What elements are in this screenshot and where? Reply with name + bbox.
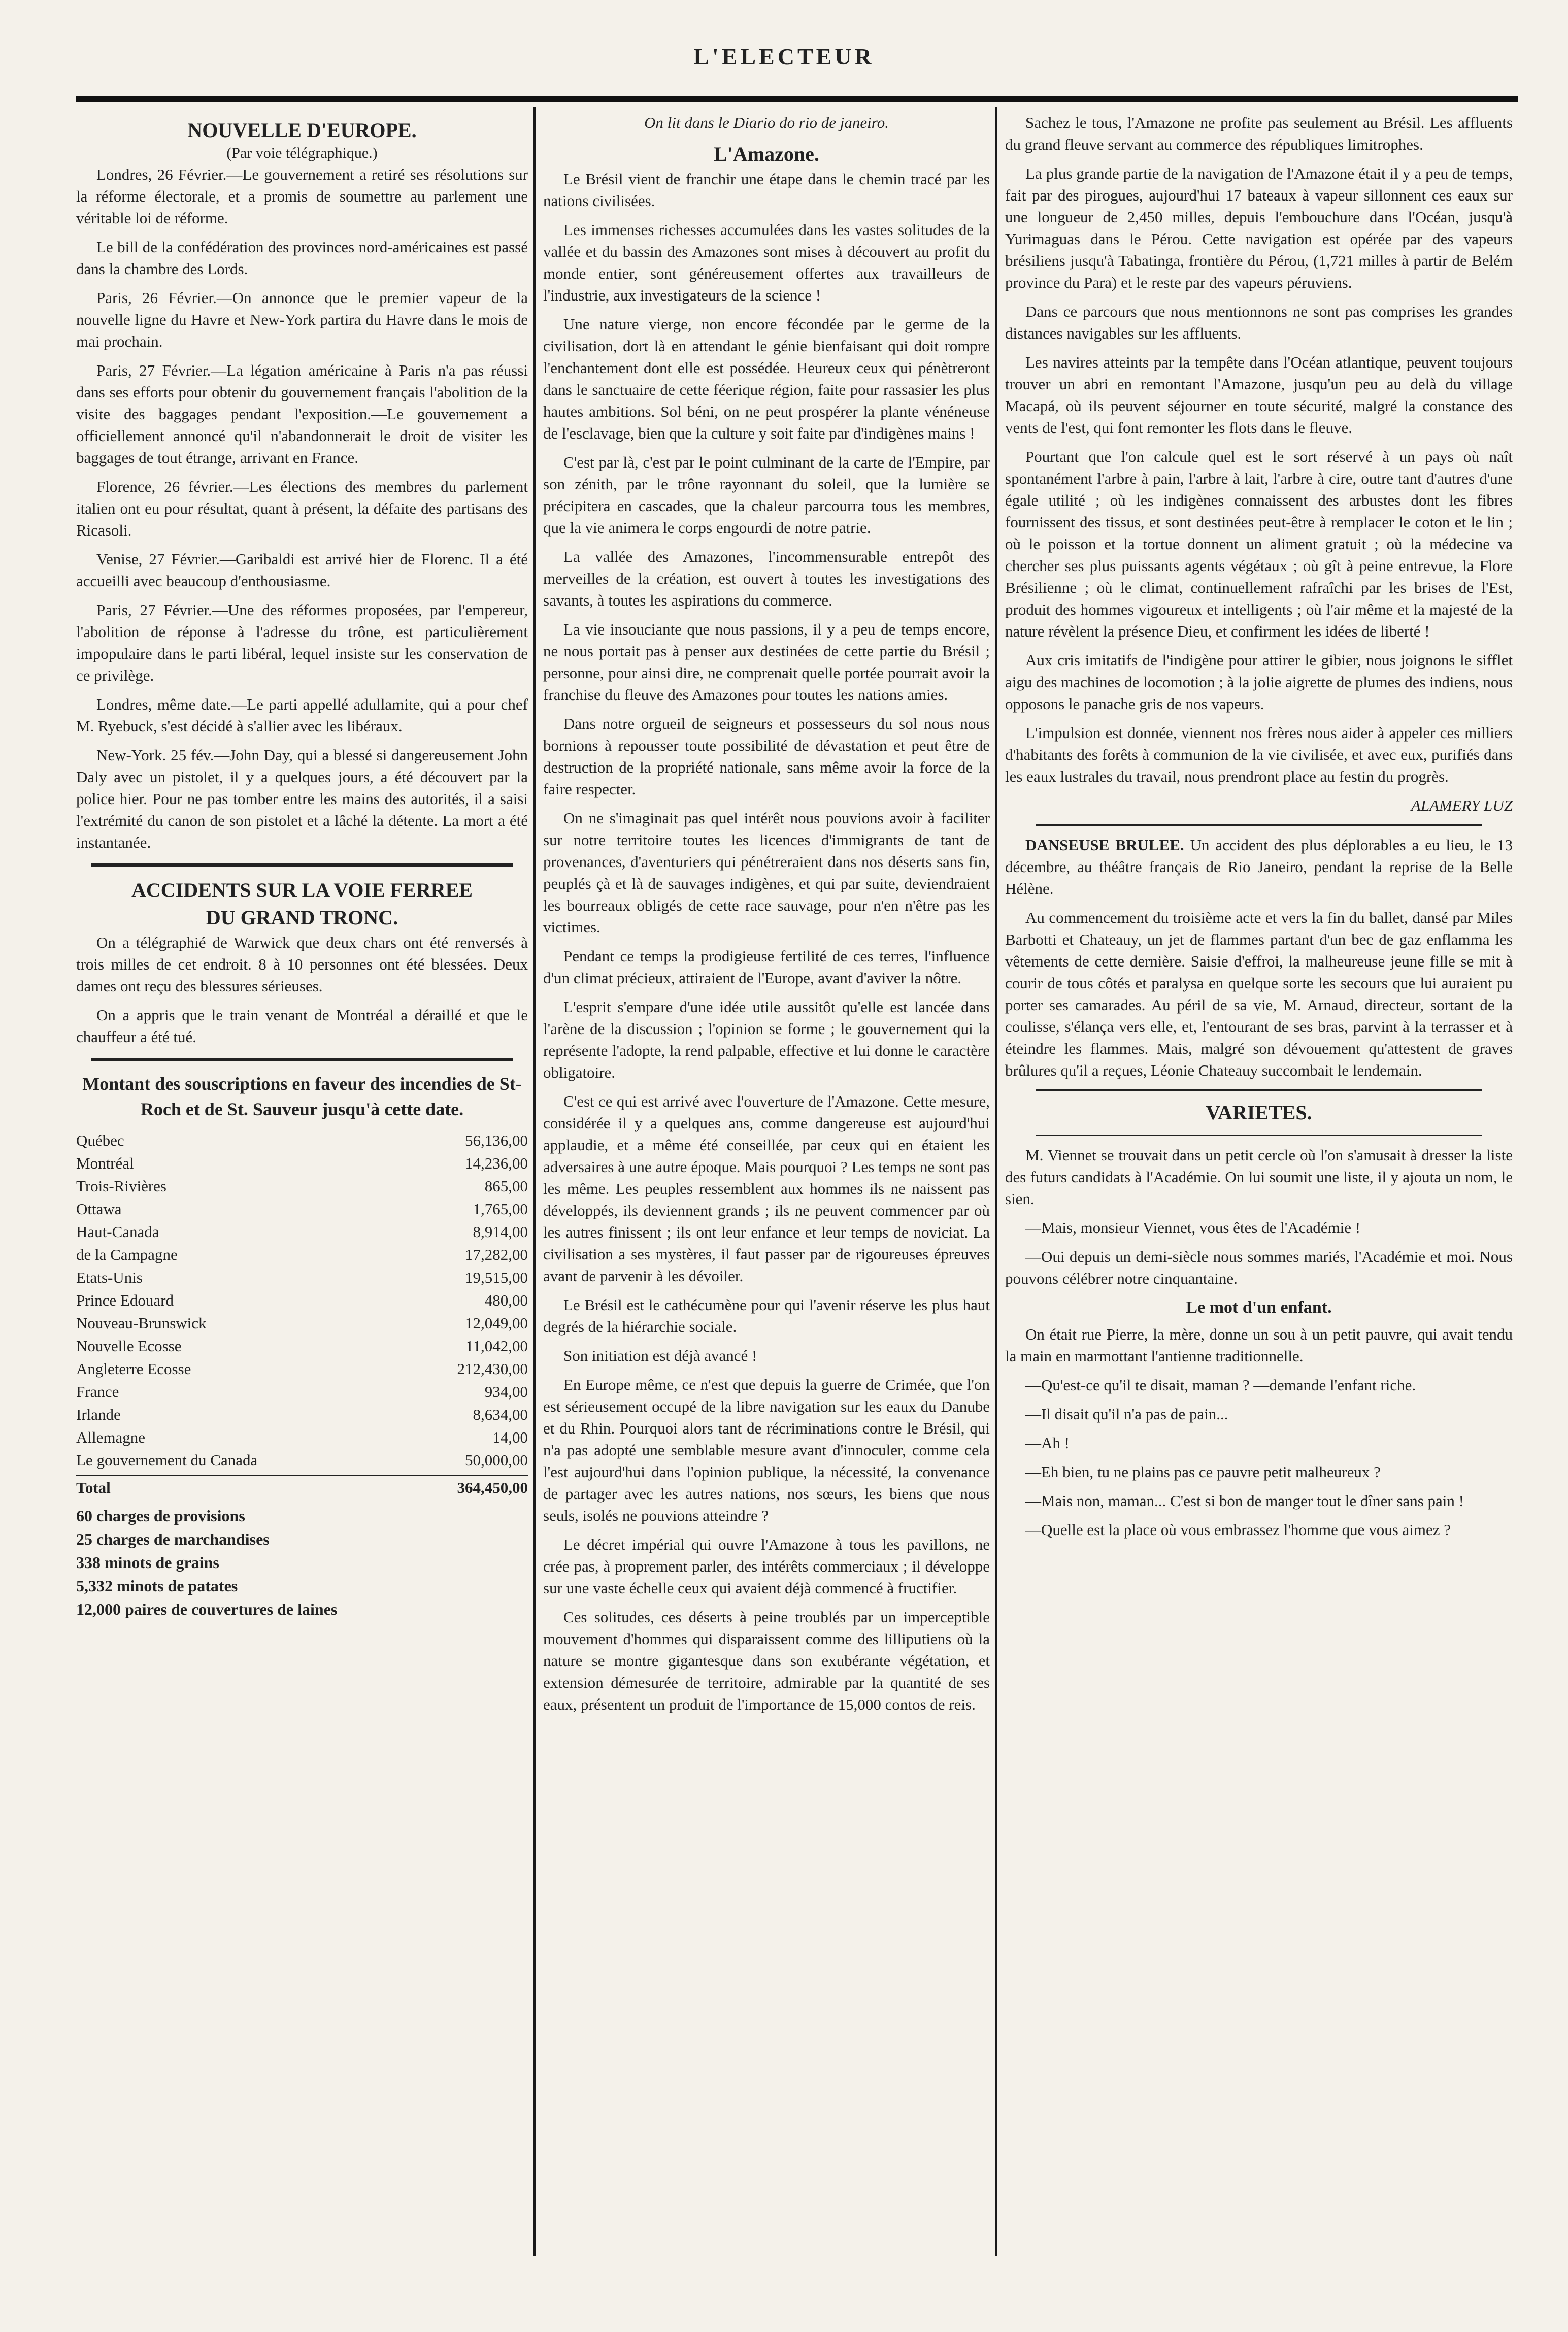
column-2 [543, 112, 990, 2256]
subscription-row [76, 1266, 528, 1289]
column-divider [533, 107, 536, 2256]
paragraph: Ces solitudes, ces déserts à peine troublés par un imperceptible mouvement d'hommes qui disparaissent comme des lilliputiens où la nature se montre gigantesque dans son exubérante végétation, et extension démesurée de territoire, admirable par la quantité de ses eaux, présentent un produit de l'importance de 15,000 contos de reis. [543, 1608, 990, 1713]
paragraph: Pendant ce temps la prodigieuse fertilité de ces terres, l'influence d'un climat précieux, attiraient de l'Europe, avant d'aviver la nôtre. [543, 947, 990, 987]
paragraph: Dans ce parcours que nous mentionnons ne sont pas comprises les grandes distances navigables sur les affluents. [1005, 303, 1513, 342]
paragraph: Une nature vierge, non encore fécondée par le germe de la civilisation, dort là en attendant le génie bienfaisant qui doit rompre l'enchantement dont elle est possédée. Heureux ceux qui pénètreront dans le sanctuaire de cette féerique région, faite pour rassasier les plus hautes ambitions. Sol béni, on ne peut prospérer la plante vénéneuse de l'esclavage, bien que la culture y soit faite par d'indigènes mains ! [543, 315, 990, 442]
paragraph: C'est ce qui est arrivé avec l'ouverture de l'Amazone. Cette mesure, considérée il y a quelques ans, comme dangereuse est aujourd'hui applaudie, et a même été conseillée, par ceux qui en étaient les adversaires à une autre époque. Mais pourquoi ? Les temps ne sont pas les même. Les peuples ressemblent aux hommes ils ne naissent pas développés, ils deviennent grands ; ils ne peuvent commencer par où les autres finissent ; ils ont leur enfance et leur temps de noviciat. La civilisation a ses mystères, il faut passer par de rigoureuses épreuves avant de parvenir à les dévoiler. [543, 1092, 990, 1285]
subscription-place: Ottawa [76, 1200, 122, 1218]
subscription-amount: 50,000,00 [465, 1451, 528, 1469]
subscription-amount: 1,765,00 [473, 1200, 528, 1218]
section-title-europe: NOUVELLE D'EUROPE. [187, 119, 417, 142]
subscription-amount: 19,515,00 [465, 1269, 528, 1286]
subscription-row [76, 1152, 528, 1175]
paragraph: C'est par là, c'est par le point culminant de la carte de l'Empire, par son zénith, par le trône rayonnant du soleil, que la lumière se précipitera en cascades, que la chaleur parcourra tous les membres, que la vie animera le corps engourdi de notre patrie. [543, 453, 990, 537]
subscription-row [76, 1357, 528, 1380]
subscription-place: Nouveau-Brunswick [76, 1314, 207, 1332]
column-3 [1005, 112, 1513, 2256]
section-title-varietes: VARIETES. [1206, 1101, 1312, 1124]
paragraph: On a télégraphié de Warwick que deux chars ont été renversés à trois milles de cet endroit. 8 à 10 personnes ont été blessées. Deux dames ont reçu des blessures sérieuses. [76, 934, 528, 995]
paragraph: L'esprit s'empare d'une idée utile aussitôt qu'elle est lancée dans l'arène de la discussion ; l'opinion se forme ; le gouvernement qui la représente l'adopte, la rend palpable, effective et lui donne le caractère obligatoire. [543, 998, 990, 1081]
masthead: L'ELECTEUR [693, 44, 875, 70]
intro-line: On lit dans le Diario do rio de janeiro. [644, 114, 889, 131]
subscription-place: Nouvelle Ecosse [76, 1337, 182, 1355]
paragraph: Pourtant que l'on calcule quel est le sort réservé à un pays où naît spontanément l'arbre à pain, l'arbre à lait, l'arbre à cire, outre tant d'autres d'une égale utilité ; où les indigènes connaissent des arbustes dont les fibres fournissent des tissus, et sont destinées peut-être à remplacer le coton et le lin ; où le poisson et la tortue donnent un aliment gratuit ; où la médecine va chercher ses plus puissants agents végétaux ; où gît à peine entrevue, la Flore Brésilienne ; où le climat, continuellement rafraîchi par les brises de l'Est, produit des hommes vigoureux et intelligents ; où l'air même et la majesté de la nature révèlent la présence Dieu, et confirment les idées de liberté ! [1005, 448, 1513, 640]
paragraph: —Ah ! [1025, 1434, 1070, 1452]
danseuse-second: Au commencement du troisième acte et vers la fin du ballet, dansé par Miles Barbotti et Chateauy, un jet de flammes partant d'un bec de gaz enflamma les vêtements de cette dernière. Saisie d'effroi, la malheureuse jeune fille se mit à courir de tous côtés et paralysa en quelque sorte les secours que lui auraient pu porter ses camarades. Au péril de sa vie, M. Arnaud, directeur, sortant de la coulisse, s'élança vers elle, et, l'entourant de ses bras, parvint à la terrasser et à éteindre les flammes. Mais, malgré son dévouement qu'attestent de graves brûlures qu'il a reçues, Léonie Chateauy succombait le lendemain. [1005, 909, 1513, 1079]
paragraph: Les immenses richesses accumulées dans les vastes solitudes de la vallée et du bassin des Amazones sont mises à découvert au profit du monde entier, sont généreusement offertes aux travailleurs de l'industrie, aux investigateurs de la science ! [543, 221, 990, 304]
section-title-accidents: ACCIDENTS SUR LA VOIE FERREE [131, 879, 473, 902]
subscription-place: Irlande [76, 1406, 121, 1423]
subscription-amount: 8,914,00 [473, 1223, 528, 1241]
subscription-row [76, 1243, 528, 1266]
top-rule [76, 96, 1518, 102]
separator [1036, 1135, 1482, 1136]
enfant-head: Le mot d'un enfant. [1186, 1298, 1332, 1317]
paragraph: Son initiation est déjà avancé ! [563, 1347, 757, 1364]
subscription-amount: 14,236,00 [465, 1154, 528, 1172]
amazone-paragraphs [543, 168, 990, 1715]
subscription-amount: 8,634,00 [473, 1406, 528, 1423]
column-1 [76, 112, 528, 2256]
paragraph: Paris, 27 Février.—La légation américaine à Paris n'a pas réussi dans ses efforts pour obtenir du gouvernement français l'abolition de la visite des baggages pendant l'exposition.—Le gouvernement a officiellement annoncé qu'il n'abandonnerait le droit de visiter les baggages de tout étrange, arrivant en France. [76, 361, 528, 467]
paragraph: —Oui depuis un demi-siècle nous sommes mariés, l'Académie et moi. Nous pouvons célébrer notre cinquantaine. [1005, 1248, 1513, 1287]
paragraph: Londres, 26 Février.—Le gouvernement a retiré ses résolutions sur la réforme électorale, et a promis de soumettre au parlement une véritable loi de réforme. [76, 165, 528, 227]
subscription-amount: 865,00 [484, 1177, 528, 1195]
subscription-place: Prince Edouard [76, 1291, 174, 1309]
subscription-place: Montréal [76, 1154, 134, 1172]
subscription-place: Allemagne [76, 1428, 146, 1446]
paragraph: —Quelle est la place où vous embrassez l'homme que vous aimez ? [1025, 1521, 1451, 1539]
paragraph: —Qu'est-ce qu'il te disait, maman ? —demande l'enfant riche. [1025, 1376, 1416, 1394]
paragraph: —Il disait qu'il n'a pas de pain... [1025, 1405, 1228, 1423]
paragraph: M. Viennet se trouvait dans un petit cercle où l'on s'amusait à dresser la liste des futurs candidats à l'Académie. On lui soumit une liste, il y ajouta un nom, le sien. [1005, 1146, 1513, 1208]
donation-item: 25 charges de marchandises [76, 1530, 270, 1548]
subscription-place: Le gouvernement du Canada [76, 1451, 258, 1469]
column-divider [995, 107, 997, 2256]
danseuse-first [1005, 834, 1513, 900]
paragraph: On était rue Pierre, la mère, donne un sou à un petit pauvre, qui avait tendu la main en marmottant l'antienne traditionnelle. [1005, 1325, 1513, 1365]
varietes-paragraphs [1005, 1144, 1513, 1289]
danseuse-text: Un accident des plus déplorables a eu lieu, le 13 décembre, au théâtre français de Rio Janeiro, pendant la reprise de la Belle Hélène. [1005, 836, 1513, 897]
subscription-row [76, 1312, 528, 1335]
subscription-place: Haut-Canada [76, 1223, 159, 1241]
paragraph: La vie insouciante que nous passions, il y a peu de temps encore, ne nous portait pas à penser aux destinées de cette partie du Brésil ; personne, pour ainsi dire, ne comprenait quelle portée pourrait avoir la franchise du fleuve des Amazones pour toutes les nations amies. [543, 620, 990, 704]
subscription-row [76, 1129, 528, 1152]
subscription-amount: 11,042,00 [465, 1337, 528, 1355]
donation-item: 12,000 paires de couvertures de laines [76, 1600, 338, 1618]
paragraph: —Mais, monsieur Viennet, vous êtes de l'Académie ! [1025, 1219, 1361, 1237]
amazone-continued-paragraphs [1005, 112, 1513, 787]
subscription-row [76, 1289, 528, 1312]
paragraph: Sachez le tous, l'Amazone ne profite pas seulement au Brésil. Les affluents du grand fleuve servant au commerce des républiques limitrophes. [1005, 114, 1513, 153]
subscriptions-list [76, 1129, 528, 1472]
subscriptions-total [76, 1475, 528, 1499]
subscription-row [76, 1197, 528, 1220]
accident-paragraphs [76, 931, 528, 1048]
paragraph: Le bill de la confédération des provinces nord-américaines est passé dans la chambre des Lords. [76, 238, 528, 278]
subscription-amount: 212,430,00 [457, 1360, 528, 1378]
paragraph: Le décret impérial qui ouvre l'Amazone à tous les pavillons, ne crée pas, à proprement parler, des intérêts commerciaux ; il développe sur une vaste échelle ceux qui avaient déjà commencé à fructifier. [543, 1536, 990, 1597]
separator [1036, 824, 1482, 826]
subscription-row [76, 1449, 528, 1472]
separator [1036, 1089, 1482, 1091]
paragraph: Paris, 27 Février.—Une des réformes proposées, par l'empereur, l'abolition de réponse à l'adresse du trône, est particulièrement impopulaire dans le parti libéral, lequel insiste sur les conservation de ce privilège. [76, 601, 528, 684]
subscription-amount: 17,282,00 [465, 1246, 528, 1263]
donations-list [76, 1504, 528, 1621]
paragraph: Florence, 26 février.—Les élections des membres du parlement italien ont eu pour résultat, quant à présent, la défaite des partisans des Ricasoli. [76, 478, 528, 539]
paragraph: En Europe même, ce n'est que depuis la guerre de Crimée, que l'on est sérieusement occupé de la libre navigation sur les eaux du Danube et du Rhin. Pourquoi alors tant de récriminations contre le Brésil, qui n'a pas adopté une semblable mesure avant d'innoculer, comme cela l'est aujourd'hui dans l'opinion publique, la nécessité, la convenance de partager avec les autres nations, nos sœurs, les biens que nous seuls, isolés ne pouvions atteindre ? [543, 1376, 990, 1524]
subscriptions-title: Montant des souscriptions en faveur des incendies de St-Roch et de St. Sauveur jusqu'à cette date. [82, 1074, 522, 1119]
subscription-amount: 14,00 [492, 1428, 528, 1446]
subscription-place: France [76, 1383, 119, 1401]
donation-item: 338 minots de grains [76, 1553, 219, 1572]
subscription-place: Québec [76, 1131, 124, 1149]
subscription-place: Trois-Rivières [76, 1177, 166, 1195]
paragraph: Les navires atteints par la tempête dans l'Océan atlantique, peuvent toujours trouver un abri en remontant l'Amazone, jusqu'un peu au delà du village Macapá, où ils peuvent séjourner en toute sécurité, malgré la constance des vents de l'est, qui font remonter les flots dans le fleuve. [1005, 353, 1513, 437]
separator [91, 1058, 513, 1061]
subscription-row [76, 1380, 528, 1403]
total-label: Total [76, 1479, 111, 1496]
separator [91, 863, 513, 867]
enfant-paragraphs [1005, 1323, 1513, 1541]
subscription-row [76, 1175, 528, 1197]
donation-item: 5,332 minots de patates [76, 1577, 238, 1595]
subscription-row [76, 1220, 528, 1243]
subscription-amount: 934,00 [484, 1383, 528, 1401]
paragraph: Venise, 27 Février.—Garibaldi est arrivé hier de Florenc. Il a été accueilli avec beaucoup d'enthousiasme. [76, 550, 528, 590]
paragraph: Paris, 26 Février.—On annonce que le premier vapeur de la nouvelle ligne du Havre et New-York partira du Havre dans le mois de mai prochain. [76, 289, 528, 350]
subscription-amount: 12,049,00 [465, 1314, 528, 1332]
subscription-row [76, 1403, 528, 1426]
paragraph: La vallée des Amazones, l'incommensurable entrepôt des merveilles de la création, est ouvert à toutes les investigations des savants, à toutes les aspirations du commerce. [543, 548, 990, 609]
donation-item: 60 charges de provisions [76, 1507, 245, 1525]
subscription-place: de la Campagne [76, 1246, 178, 1263]
subscription-row [76, 1335, 528, 1357]
subscription-place: Angleterre Ecosse [76, 1360, 191, 1378]
paragraph: —Mais non, maman... C'est si bon de manger tout le dîner sans pain ! [1025, 1492, 1464, 1510]
subscription-amount: 56,136,00 [465, 1131, 528, 1149]
section-title-amazone: L'Amazone. [714, 143, 819, 165]
paragraph: L'impulsion est donnée, viennent nos frères nous aider à appeler ces milliers d'habitants des forêts à communion de la vie civilisée, et avec eux, purifiés dans les eaux lustrales du travail, nous prendront place au festin du progrès. [1005, 724, 1513, 785]
subscription-row [76, 1426, 528, 1449]
paragraph: Dans notre orgueil de seigneurs et possesseurs du sol nous nous bornions à repousser toute possibilité de dévastation et peut être de destruction de la propriété nationale, sans même avoir la force de la faire respecter. [543, 715, 990, 798]
paragraph: Londres, même date.—Le parti appellé adullamite, qui a pour chef M. Ryebuck, s'est décidé à s'allier avec les libéraux. [76, 695, 528, 735]
paragraph: —Eh bien, tu ne plains pas ce pauvre petit malheureux ? [1025, 1463, 1381, 1481]
section-title-accidents-2: DU GRAND TRONC. [206, 906, 398, 929]
paragraph: New-York. 25 fév.—John Day, qui a blessé si dangereusement John Daly avec un pistolet, il y a quelques jours, a été découvert par la police hier. Pour ne pas tomber entre les mains des autorités, il a saisi l'extrémité du canon de son pistolet et a lâché la détente. La mort a été instantanée. [76, 746, 528, 851]
total-amount: 364,450,00 [457, 1479, 528, 1496]
subscription-place: Etats-Unis [76, 1269, 143, 1286]
paragraph: Le Brésil vient de franchir une étape dans le chemin tracé par les nations civilisées. [543, 170, 990, 210]
paragraph: Aux cris imitatifs de l'indigène pour attirer le gibier, nous joignons le sifflet aigu des machines de locomotion ; à la jolie aigrette de plumes des indiens, nous opposons le panache gris de nos vapeurs. [1005, 651, 1513, 713]
danseuse-head: DANSEUSE BRULEE. [1025, 836, 1184, 854]
subscription-amount: 480,00 [484, 1291, 528, 1309]
paragraph: On ne s'imaginait pas quel intérêt nous pouvions avoir à faciliter sur notre territoire toutes les licences d'immigrants de tant de provenances, d'aventuriers qui pénétreraient dans nos déserts sans fin, peuplés çà et là de sauvages indigènes, et qui par suite, deviendraient les bourreaux obligés de cette race sauvage, pour n'en n'être pas les victimes. [543, 809, 990, 936]
paragraph: Le Brésil est le cathécumène pour qui l'avenir réserve les plus haut degrés de la hiérarchie sociale. [543, 1296, 990, 1336]
paragraph: On a appris que le train venant de Montréal a déraillé et que le chauffeur a été tué. [76, 1006, 528, 1046]
section-subtitle: (Par voie télégraphique.) [226, 145, 378, 161]
news-paragraphs [76, 163, 528, 853]
paragraph: La plus grande partie de la navigation de l'Amazone était il y a peu de temps, fait par des pirogues, aujourd'hui 17 bateaux à vapeur sillonnent ces eaux sur une longueur de 2,450 milles, depuis l'embouchure dans l'Océan, jusqu'à Yurimaguas dans le Pérou. Cette navigation est opérée par des vapeurs brésiliens jusqu'à Tabatinga, frontière du Pérou, (1,721 milles à partir de Belém province du Para) et le reste par des vapeurs péruviens. [1005, 164, 1513, 291]
signature: ALAMERY LUZ [1411, 796, 1513, 814]
